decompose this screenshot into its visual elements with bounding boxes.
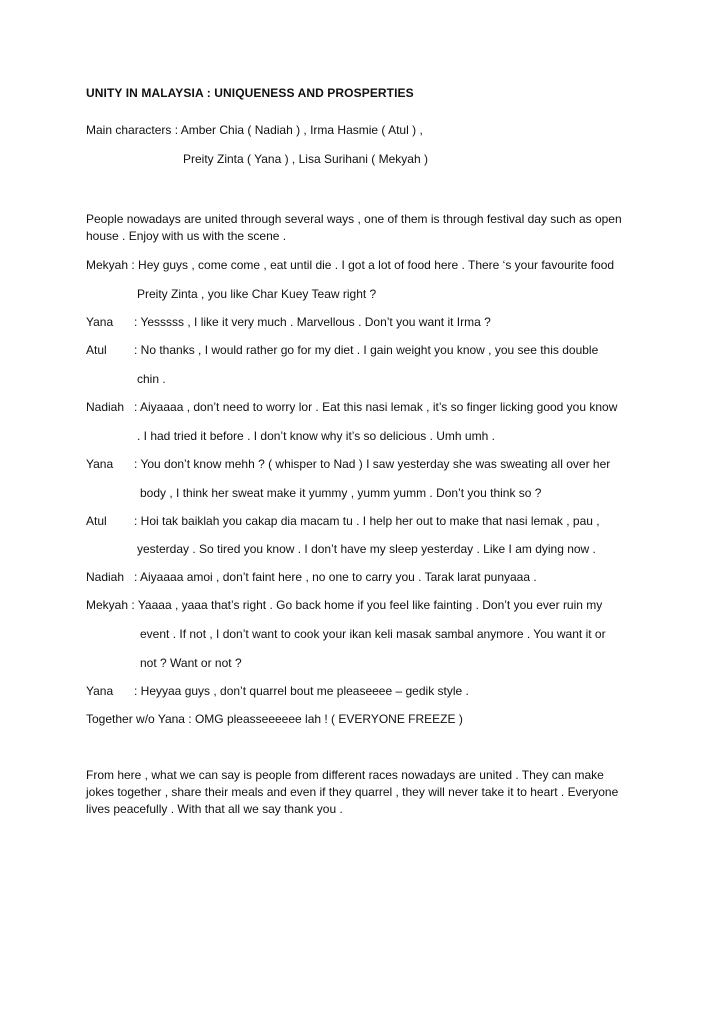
intro-line-2: house . Enjoy with us with the scene .: [86, 229, 287, 243]
dialogue-continuation: Preity Zinta , you like Char Kuey Teaw right ?: [137, 287, 377, 301]
dialogue-continuation: event . If not , I don’t want to cook your ikan keli masak sambal anymore . You want it or: [140, 627, 606, 641]
dialogue-text: : Aiyaaaa , don’t need to worry lor . Eat this nasi lemak , it’s so finger licking good you know: [134, 400, 618, 414]
dialogue-line: [86, 456, 610, 472]
speaker-name: Yana: [86, 684, 114, 698]
dialogue-text: Yaaaa , yaaa that’s right . Go back home if you feel like fainting . Don’t you ever ruin my: [137, 598, 603, 612]
dialogue-text: : Hoi tak baiklah you cakap dia macam tu . I help her out to make that nasi lemak , pau ,: [134, 514, 600, 528]
dialogue-line: [86, 597, 602, 613]
dialogue-text: : Yesssss , I like it very much . Marvellous . Don’t you want it Irma ?: [134, 315, 491, 329]
speaker-name: Atul: [86, 514, 107, 528]
dialogue-line: [86, 569, 537, 585]
speaker-name: Yana: [86, 315, 114, 329]
conclusion-line-1: From here , what we can say is people from different races nowadays are united . They can make: [86, 768, 604, 782]
dialogue-continuation: . I had tried it before . I don’t know why it’s so delicious . Umh umh .: [137, 429, 495, 443]
speaker-name: Yana: [86, 457, 114, 471]
speaker-name: Nadiah: [86, 400, 125, 414]
speaker-name: Mekyah :: [86, 258, 139, 272]
dialogue-text: : You don’t know mehh ? ( whisper to Nad ) I saw yesterday she was sweating all over her: [134, 457, 611, 471]
dialogue-text: Hey guys , come come , eat until die . I got a lot of food here . There ‘s your favourite food: [138, 258, 615, 272]
dialogue-line: [86, 683, 469, 699]
dialogue-continuation: chin .: [137, 372, 166, 386]
dialogue-text: : No thanks , I would rather go for my diet . I gain weight you know , you see this double: [134, 343, 599, 357]
dialogue-continuation: body , I think her sweat make it yummy , yumm yumm . Don’t you think so ?: [140, 486, 542, 500]
dialogue-text: : Heyyaa guys , don’t quarrel bout me pleaseeee – gedik style .: [134, 684, 469, 698]
dialogue-line: [86, 257, 614, 273]
dialogue-text: : Aiyaaaa amoi , don’t faint here , no one to carry you . Tarak larat punyaaa .: [134, 570, 537, 584]
document-title: UNITY IN MALAYSIA : UNIQUENESS AND PROSPERTIES: [86, 86, 414, 100]
conclusion-line-3: lives peacefully . With that all we say thank you .: [86, 802, 343, 816]
dialogue-continuation: not ? Want or not ?: [140, 656, 242, 670]
characters-line-2: Preity Zinta ( Yana ) , Lisa Surihani ( Mekyah ): [183, 152, 428, 166]
dialogue-continuation: yesterday . So tired you know . I don’t have my sleep yesterday . Like I am dying now .: [137, 542, 596, 556]
dialogue-line: [86, 399, 617, 415]
dialogue-line: [86, 342, 598, 358]
speaker-name: Nadiah: [86, 570, 125, 584]
dialogue-line: [86, 314, 491, 330]
speaker-name: Atul: [86, 343, 107, 357]
together-line: Together w/o Yana : OMG pleasseeeeee lah ! ( EVERYONE FREEZE ): [86, 712, 463, 726]
speaker-name: Mekyah :: [86, 598, 138, 612]
characters-line-1: Main characters : Amber Chia ( Nadiah ) , Irma Hasmie ( Atul ) ,: [86, 123, 423, 137]
dialogue-line: [86, 513, 600, 529]
intro-line-1: People nowadays are united through several ways , one of them is through festival day such as open: [86, 212, 622, 226]
conclusion-line-2: jokes together , share their meals and even if they quarrel , they will never take it to heart . Everyone: [86, 785, 619, 799]
